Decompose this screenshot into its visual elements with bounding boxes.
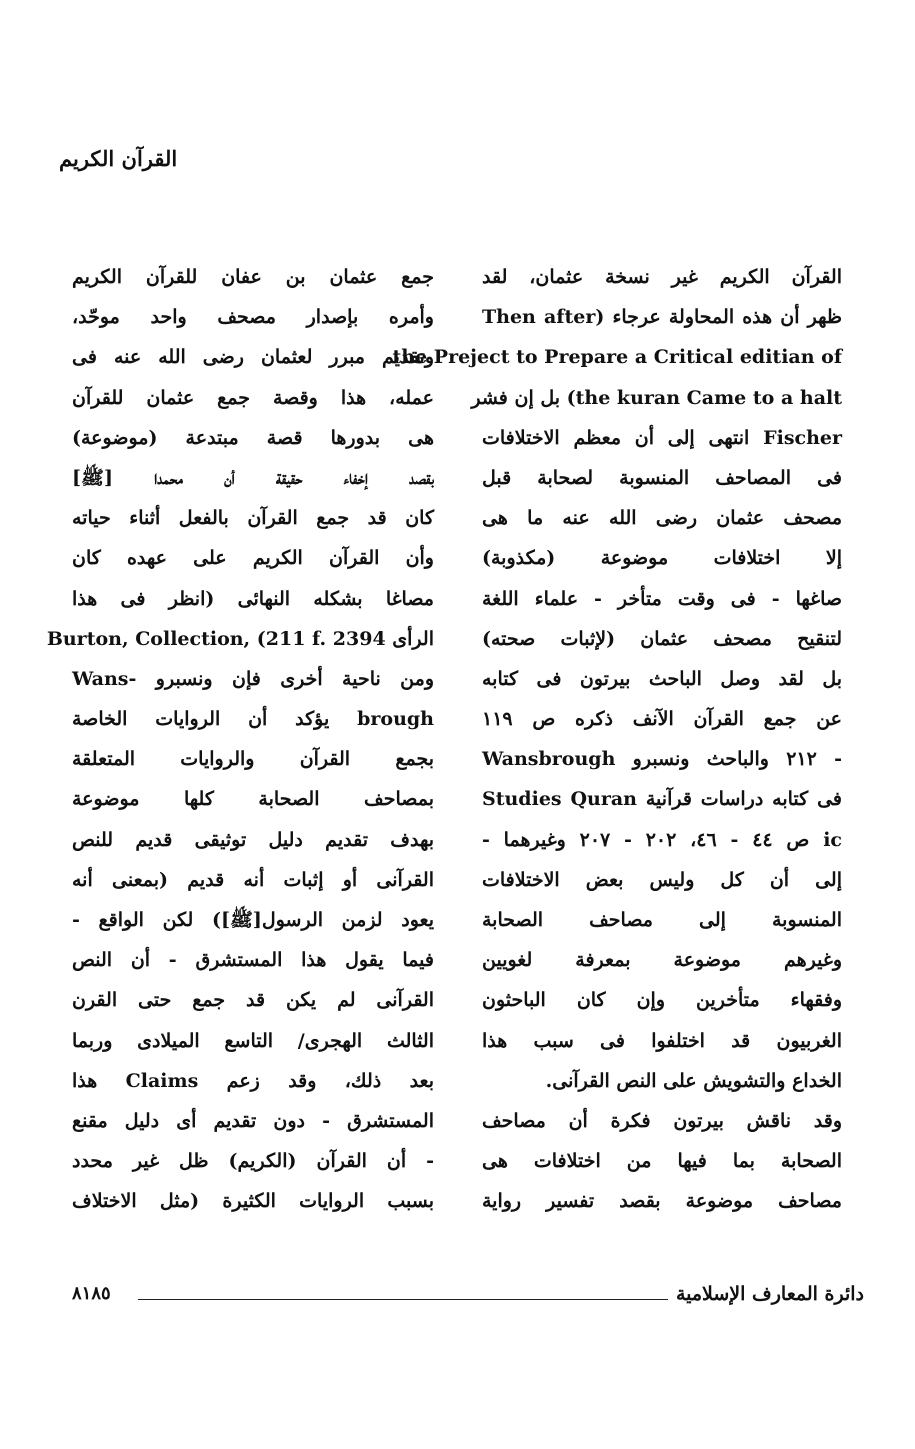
left-column-line: جمع عثمان بن عفان للقرآن الكريم bbox=[72, 266, 434, 288]
page-number: ٨١٨٥ bbox=[72, 1283, 111, 1304]
left-column-line: - أن القرآن (الكريم) ظل غير محدد bbox=[72, 1150, 434, 1173]
footer-title: دائرة المعارف الإسلامية bbox=[675, 1283, 864, 1305]
left-column-line: بجمع القرآن والروايات المتعلقة bbox=[72, 748, 434, 771]
right-column-line: فى كتابه دراسات قرآنية Studies Quran bbox=[482, 788, 843, 811]
right-column-line: مصحف عثمان رضى الله عنه ما هى bbox=[482, 507, 842, 530]
right-column-line: فى المصاحف المنسوبة لصحابة قبل bbox=[482, 466, 842, 489]
right-column-line: Fischer انتهى إلى أن معظم الاختلافات bbox=[482, 426, 842, 449]
left-column-line: القرآنى أو إثبات أنه قديم (بمعنى أنه bbox=[72, 868, 434, 891]
left-column-line: مصاغا بشكله النهائى (انظر فى هذا bbox=[72, 587, 434, 610]
left-column-line: كان قد جمع القرآن بالفعل أثناء حياته bbox=[72, 507, 434, 530]
right-column-line: الصحابة بما فيها من اختلافات هى bbox=[482, 1150, 842, 1173]
right-column-line: المنسوبة إلى مصاحف الصحابة bbox=[482, 909, 842, 931]
left-column-line: وتقديم مبرر لعثمان رضى الله عنه فى bbox=[72, 346, 434, 369]
left-column bbox=[46, 257, 434, 1222]
right-column bbox=[392, 257, 843, 1222]
right-column-line: وغيرهم موضوعة بمعرفة لغويين bbox=[482, 949, 842, 972]
left-column-line: الثالث الهجرى/ التاسع الميلادى وربما bbox=[72, 1029, 434, 1052]
left-column-line: بعد ذلك، وقد زعم Claims هذا bbox=[72, 1069, 434, 1092]
right-column-line: الخداع والتشويش على النص القرآنى. bbox=[545, 1069, 842, 1092]
left-column-line: هى بدورها قصة مبتدعة (موضوعة) bbox=[72, 426, 434, 449]
footer-divider bbox=[138, 1299, 668, 1300]
right-column-line: إلا اختلافات موضوعة (مكذوبة) bbox=[482, 547, 842, 570]
running-header: القرآن الكريم bbox=[59, 146, 178, 171]
left-column-line: عمله، هذا وقصة جمع عثمان للقرآن bbox=[72, 386, 434, 409]
left-column-line: القرآنى لم يكن قد جمع حتى القرن bbox=[72, 989, 434, 1012]
right-column-line: the kuran Came to a halt) بل إن فشر bbox=[471, 386, 842, 409]
right-column-line: ظهر أن هذه المحاولة عرجاء (Then after bbox=[482, 306, 842, 329]
right-column-line: the Preject to Prepare a Critical editian of bbox=[392, 346, 842, 369]
right-column-line: القرآن الكريم غير نسخة عثمان، لقد bbox=[482, 266, 842, 288]
left-column-line: وأن القرآن الكريم على عهده كان bbox=[72, 547, 434, 570]
left-column-line: يعود لزمن الرسول[ﷺ]) لكن الواقع - bbox=[72, 909, 434, 931]
right-column-line: مصاحف موضوعة بقصد تفسير رواية bbox=[482, 1190, 842, 1213]
right-column-line: الغربيون قد اختلفوا فى سبب هذا bbox=[482, 1029, 842, 1052]
right-column-line: عن جمع القرآن الآنف ذكره ص ١١٩ bbox=[482, 708, 842, 731]
left-column-line: الرأى Burton, Collection, (211 f. 2394 bbox=[46, 627, 434, 650]
right-column-line: وفقهاء متأخرين وإن كان الباحثون bbox=[482, 989, 842, 1012]
left-column-line: بهدف تقديم دليل توثيقى قديم للنص bbox=[72, 828, 434, 851]
left-column-line: بقصد إخفاء حقيقة أن محمدا [ﷺ] bbox=[72, 466, 434, 489]
left-column-line: بمصاحف الصحابة كلها موضوعة bbox=[72, 788, 434, 811]
left-column-line: وأمره بإصدار مصحف واحد موحّد، bbox=[72, 306, 434, 329]
left-column-line: المستشرق - دون تقديم أى دليل مقنع bbox=[72, 1109, 434, 1132]
left-column-line: ومن ناحية أخرى فإن ونسبرو -Wans bbox=[72, 667, 434, 690]
right-column-line: وقد ناقش بيرتون فكرة أن مصاحف bbox=[482, 1109, 842, 1132]
right-column-line: إلى أن كل وليس بعض الاختلافات bbox=[482, 868, 842, 891]
left-column-line: بسبب الروايات الكثيرة (مثل الاختلاف bbox=[72, 1190, 434, 1213]
right-column-line: ic ص ٤٤ - ٤٦، ٢٠٢ - ٢٠٧ وغيرهما - bbox=[482, 828, 842, 851]
right-column-line: لتنقيح مصحف عثمان (لإثبات صحته) bbox=[482, 627, 842, 650]
right-column-line: صاغها - فى وقت متأخر - علماء اللغة bbox=[482, 587, 842, 610]
left-column-line: فيما يقول هذا المستشرق - أن النص bbox=[72, 949, 434, 972]
right-column-line: - ٢١٢ والباحث ونسبرو Wansbrough bbox=[482, 748, 842, 771]
left-column-line: brough يؤكد أن الروايات الخاصة bbox=[72, 708, 434, 731]
page-footer bbox=[72, 1283, 864, 1313]
right-column-line: بل لقد وصل الباحث بيرتون فى كتابه bbox=[482, 667, 842, 690]
